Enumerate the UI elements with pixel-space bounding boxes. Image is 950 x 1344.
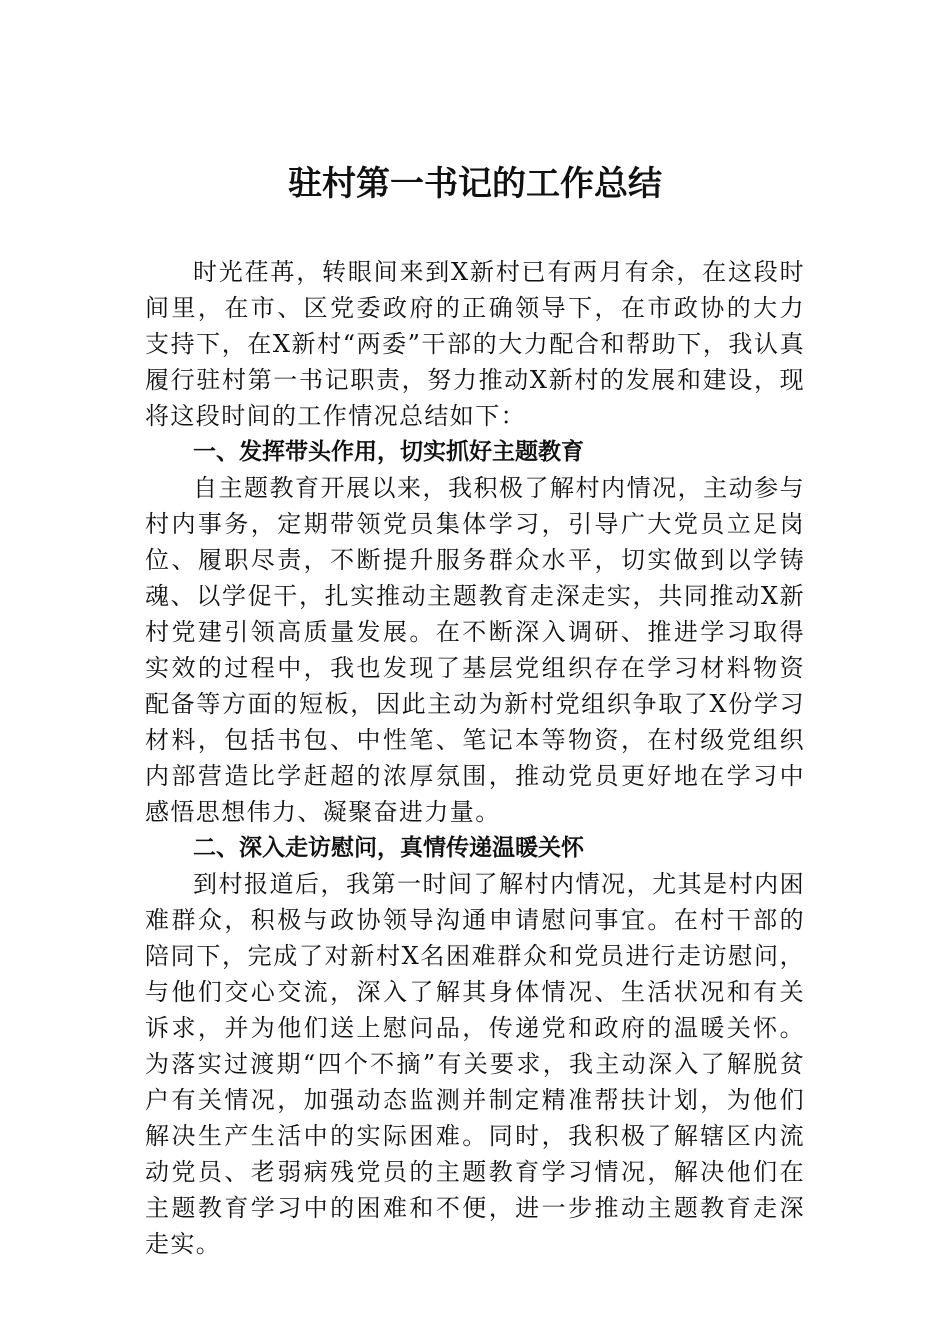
section-paragraph-1: 自主题教育开展以来，我积极了解村内情况，主动参与村内事务，定期带领党员集体学习，引导广大党员立足岗位、履职尽责，不断提升服务群众水平，切实做到以学铸魂、以学促干，扎实推动主题教育走深走实，共同推动X新村党建引领高质量发展。在不断深入调研、推进学习取得实效的过程中，我也发现了基层党组织存在学习材料物资配备等方面的短板，因此主动为新村党组织争取了X份学习材料，包括书包、中性笔、笔记本等物资，在村级党组织内部营造比学赶超的浓厚氛围，推动党员更好地在学习中感悟思想伟力、凝聚奋进力量。: [145, 474, 805, 826]
document-body: [145, 254, 805, 1262]
document-title: 驻村第一书记的工作总结: [288, 164, 662, 204]
intro-paragraph: 时光荏苒，转眼间来到X新村已有两月有余，在这段时间里，在市、区党委政府的正确领导下，在市政协的大力支持下，在X新村“两委”干部的大力配合和帮助下，我认真履行驻村第一书记职责，努力推动X新村的发展和建设，现将这段时间的工作情况总结如下：: [145, 258, 805, 430]
section-paragraph-2: 到村报道后，我第一时间了解村内情况，尤其是村内困难群众，积极与政协领导沟通申请慰问事宜。在村干部的陪同下，完成了对新村X名困难群众和党员进行走访慰问，与他们交心交流，深入了解其身体情况、生活状况和有关诉求，并为他们送上慰问品，传递党和政府的温暖关怀。为落实过渡期“四个不摘”有关要求，我主动深入了解脱贫户有关情况，加强动态监测并制定精准帮扶计划，为他们解决生产生活中的实际困难。同时，我积极了解辖区内流动党员、老弱病残党员的主题教育学习情况，解决他们在主题教育学习中的困难和不便，进一步推动主题教育走深走实。: [145, 870, 805, 1258]
section-heading-2: 二、深入走访慰问，真情传递温暖关怀: [193, 835, 584, 861]
section-heading-1: 一、发挥带头作用，切实抓好主题教育: [193, 439, 584, 465]
